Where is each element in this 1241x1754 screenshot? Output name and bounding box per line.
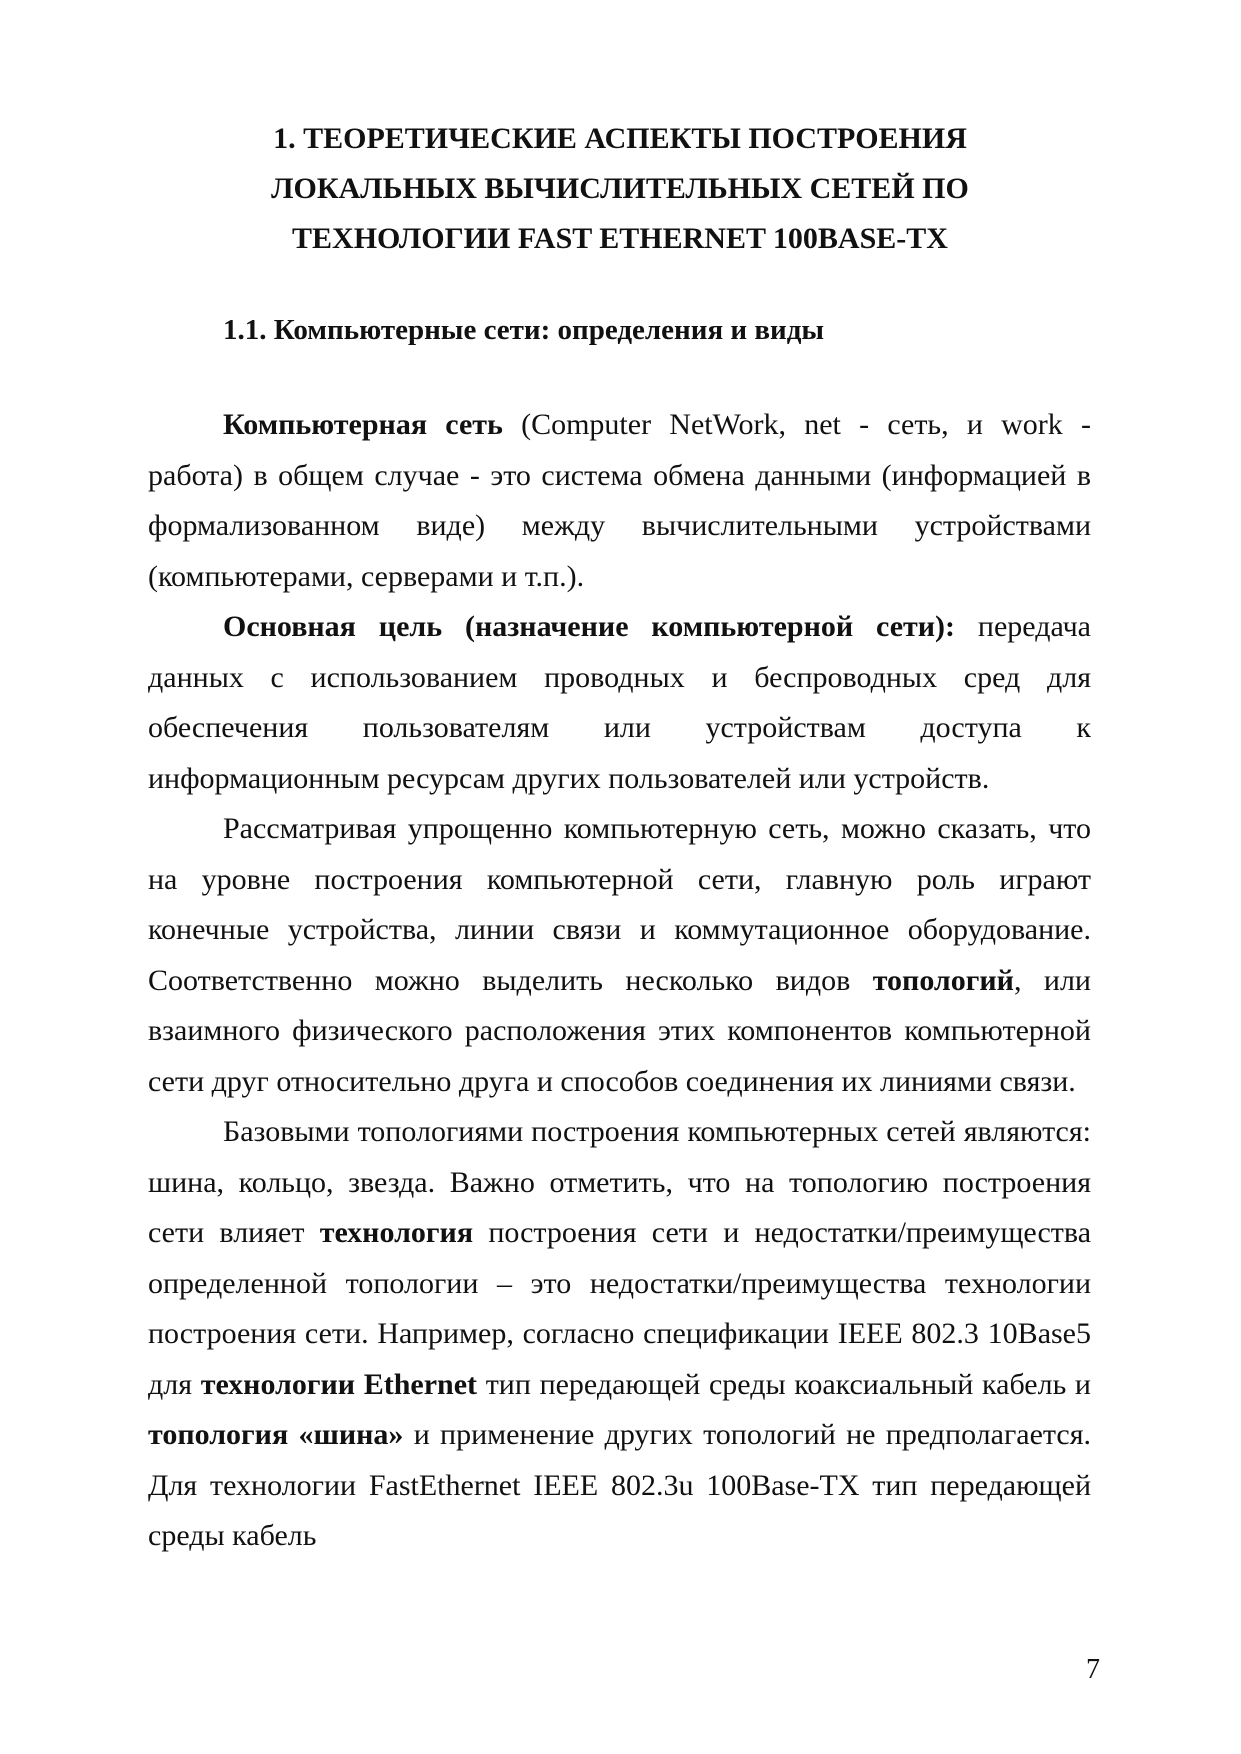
term-computer-network: Компьютерная сеть (223, 408, 503, 441)
section-title: 1.1. Компьютерные сети: определения и виды (223, 314, 825, 346)
main-goal-text: передача данных с использованием проводных и беспроводных сред для обеспечения пользователям или устройствам доступа к информационным ресурсам других пользователей или устройств. (148, 610, 1091, 795)
term-main-goal: Основная цель (назначение компьютерной сети): (223, 610, 956, 643)
chapter-title-line-2: ЛОКАЛЬНЫХ ВЫЧИСЛИТЕЛЬНЫХ СЕТЕЙ ПО (271, 172, 969, 205)
definition-text: (Computer NetWork, net - сеть, и work - работа) в общем случае - это система обмена данными (информацией в формализованном виде) между вычислительными устройствами (компьютерами, серверами и т.п.). (148, 408, 1091, 593)
paragraph-base-topologies (148, 1107, 1091, 1562)
paragraph-definition (148, 400, 1091, 602)
term-technology: технология (319, 1216, 474, 1249)
topologies-text-a: Рассматривая упрощенно компьютерную сеть, можно сказать, что на уровне построения компьютерной сети, главную роль играют конечные устройства, линии связи и коммутационное оборудование. Соответственно можно выделить несколько видов (148, 812, 1091, 997)
chapter-title (150, 114, 1090, 264)
term-topologies: топологий (872, 963, 1014, 997)
page-number: 7 (1086, 1654, 1100, 1685)
topologies-text-b: , или взаимного физического расположения этих компонентов компьютерной сети друг относительно друга и способов соединения их линиями связи. (148, 963, 1091, 1098)
term-bus-topology: топология «шина» (148, 1418, 404, 1451)
chapter-title-line-3: ТЕХНОЛОГИИ FAST ETHERNET 100BASE-TX (292, 222, 948, 255)
base-topologies-text-c: тип передающей среды коаксиальный кабель и (477, 1367, 1091, 1401)
base-topologies-text-a: Базовыми топологиями построения компьютерных сетей являются: шина, кольцо, звезда. Важно отметить, что на топологию построения сети влияет (148, 1115, 1091, 1249)
term-ethernet-technology: технологии Ethernet (200, 1367, 478, 1401)
base-topologies-text-d: и применение других топологий не предполагается. Для технологии FastEthernet IEEE 802.3u 100Base-TX тип передающей среды кабель (148, 1418, 1091, 1552)
paragraph-main-goal (148, 602, 1091, 804)
body-text (148, 400, 1091, 1562)
base-topologies-text-b: построения сети и недостатки/преимущества определенной топологии – это недостатки/преимущества технологии построения сети. Например, согласно спецификации IEEE 802.3 10Base5 для (148, 1216, 1092, 1401)
chapter-title-line-1: 1. ТЕОРЕТИЧЕСКИЕ АСПЕКТЫ ПОСТРОЕНИЯ (273, 122, 967, 155)
paragraph-topologies (148, 804, 1091, 1107)
